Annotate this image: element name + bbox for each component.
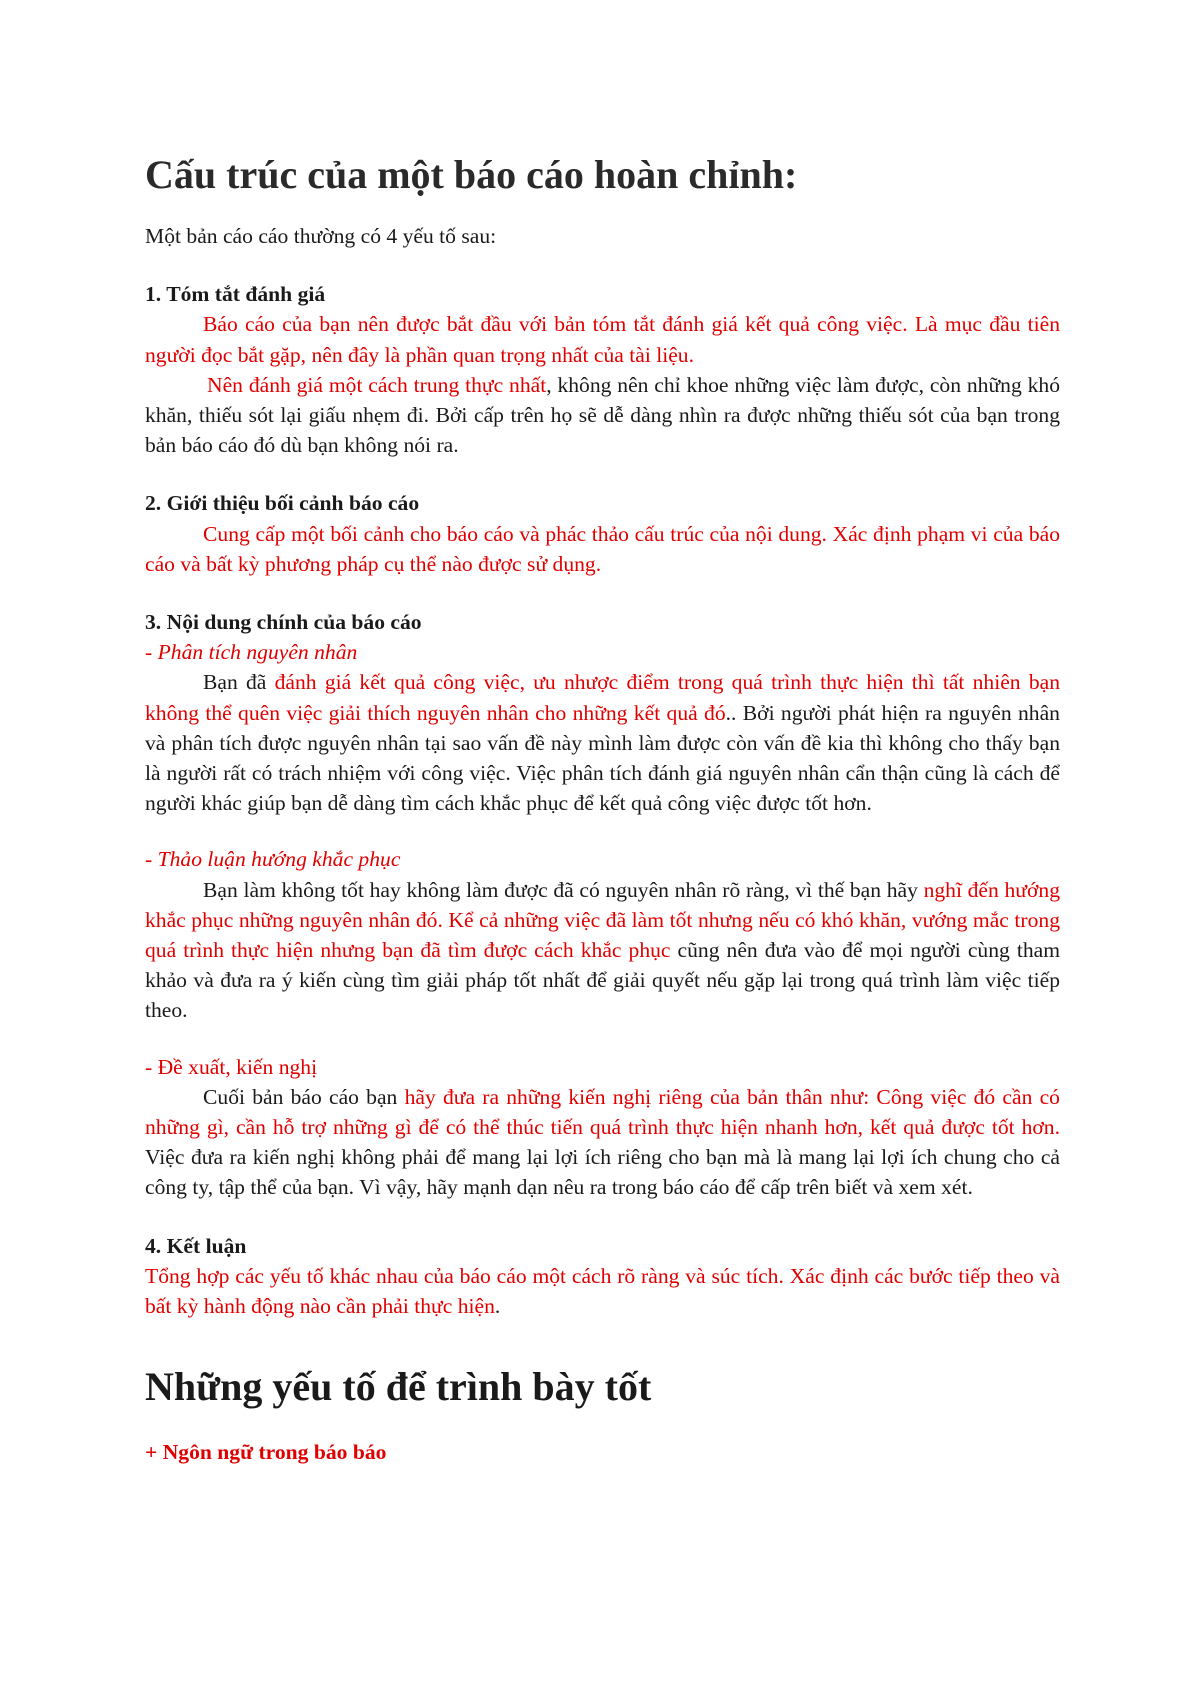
- section-4-paragraph: [145, 1261, 1060, 1321]
- cause-analysis-highlight: đánh giá kết quả công việc, ưu nhược điểm trong quá trình thực hiện thì tất nhiên bạn không thể quên việc giải thích nguyên nhân cho những kết quả đó: [145, 670, 1061, 725]
- cause-analysis-text-c: .. Bởi người phát hiện ra nguyên nhân và phân tích được nguyên nhân tại sao vấn đề này mình làm được còn vấn đề kia thì không cho thấy bạn là người rất có trách nhiệm với công việc. Việc phân tích đánh giá nguyên nhân cẩn thận cũng là cách để người khác giúp bạn dễ dàng tìm cách khắc phục để kết quả công việc được tốt hơn.: [145, 700, 1060, 816]
- proposal-highlight: hãy đưa ra những kiến nghị riêng của bản thân như: Công việc đó cần có những gì, cần hỗ trợ những gì để có thể thúc tiến quá trình thực hiện nhanh hơn, kết quả được tốt hơn.: [145, 1084, 1060, 1140]
- subsection-remedy-text: [145, 875, 1060, 1026]
- section-2-heading: 2. Giới thiệu bối cảnh báo cáo: [145, 491, 420, 516]
- page-title: Cấu trúc của một báo cáo hoàn chỉnh:: [145, 152, 798, 197]
- remedy-text-a: Bạn làm không tốt hay không làm được đã có nguyên nhân rõ ràng, vì thế bạn hãy: [203, 877, 924, 902]
- proposal-text-a: Cuối bản báo cáo bạn: [203, 1084, 405, 1109]
- list-item-language: + Ngôn ngữ trong báo báo: [145, 1440, 387, 1465]
- section-1-heading: 1. Tóm tắt đánh giá: [145, 282, 326, 307]
- document-page: [145, 140, 1060, 1468]
- subsection-proposal-label: - Đề xuất, kiến nghị: [145, 1054, 318, 1079]
- remedy-text-c: cũng nên đưa vào để mọi người cùng tham khảo và đưa ra ý kiến cùng tìm giải pháp tốt nhất để giải quyết nếu gặp lại trong quá trình làm việc tiếp theo.: [145, 938, 1060, 1023]
- remedy-highlight: nghĩ đến hướng khắc phục những nguyên nhân đó. Kể cả những việc đã làm tốt nhưng nếu có khó khăn, vướng mắc trong quá trình thực hiện nhưng bạn đã tìm được cách khắc phục: [145, 877, 1060, 963]
- conclusion-period: .: [494, 1294, 501, 1319]
- conclusion-text: Tổng hợp các yếu tố khác nhau của báo cáo một cách rõ ràng và súc tích. Xác định các bước tiếp theo và bất kỳ hành động nào cần phải thực hiện: [145, 1263, 1060, 1319]
- subsection-cause-analysis-text: [145, 667, 1060, 818]
- subsection-remedy-label: - Thảo luận hướng khắc phục: [145, 847, 401, 872]
- intro-text: Một bản cáo cáo thường có 4 yếu tố sau:: [145, 224, 497, 248]
- section-3-heading: 3. Nội dung chính của báo cáo: [145, 610, 422, 635]
- subsection-proposal-text: [145, 1082, 1060, 1203]
- section-1-text: , không nên chỉ khoe những việc làm được, còn những khó khăn, thiếu sót lại giấu nhẹm đi. Bởi cấp trên họ sẽ dễ dàng nhìn ra được những thiếu sót của bạn trong bản báo cáo đó dù bạn không nói ra.: [145, 372, 1060, 458]
- section-2-paragraph: Cung cấp một bối cảnh cho báo cáo và phác thảo cấu trúc của nội dung. Xác định phạm vi của báo cáo và bất kỳ phương pháp cụ thể nào được sử dụng.: [145, 521, 1060, 576]
- section-4-heading: 4. Kết luận: [145, 1233, 247, 1258]
- section-title-presentation: Những yếu tố để trình bày tốt: [145, 1364, 652, 1410]
- section-1-paragraph-2: [145, 370, 1060, 461]
- proposal-text-c: Việc đưa ra kiến nghị không phải để mang lại lợi ích riêng cho bạn mà là mang lại lợi ích chung cho cả công ty, tập thể của bạn. Vì vậy, hãy mạnh dạn nêu ra trong báo cáo để cấp trên biết và xem xét.: [145, 1145, 1060, 1200]
- subsection-cause-analysis-label: - Phân tích nguyên nhân: [145, 640, 358, 665]
- section-1-paragraph-1: Báo cáo của bạn nên được bắt đầu với bản tóm tắt đánh giá kết quả công việc. Là mục đầu tiên người đọc bắt gặp, nên đây là phần quan trọng nhất của tài liệu.: [145, 312, 1060, 367]
- cause-analysis-text-a: Bạn đã: [203, 670, 275, 695]
- section-1-highlight: Nên đánh giá một cách trung thực nhất: [207, 372, 547, 397]
